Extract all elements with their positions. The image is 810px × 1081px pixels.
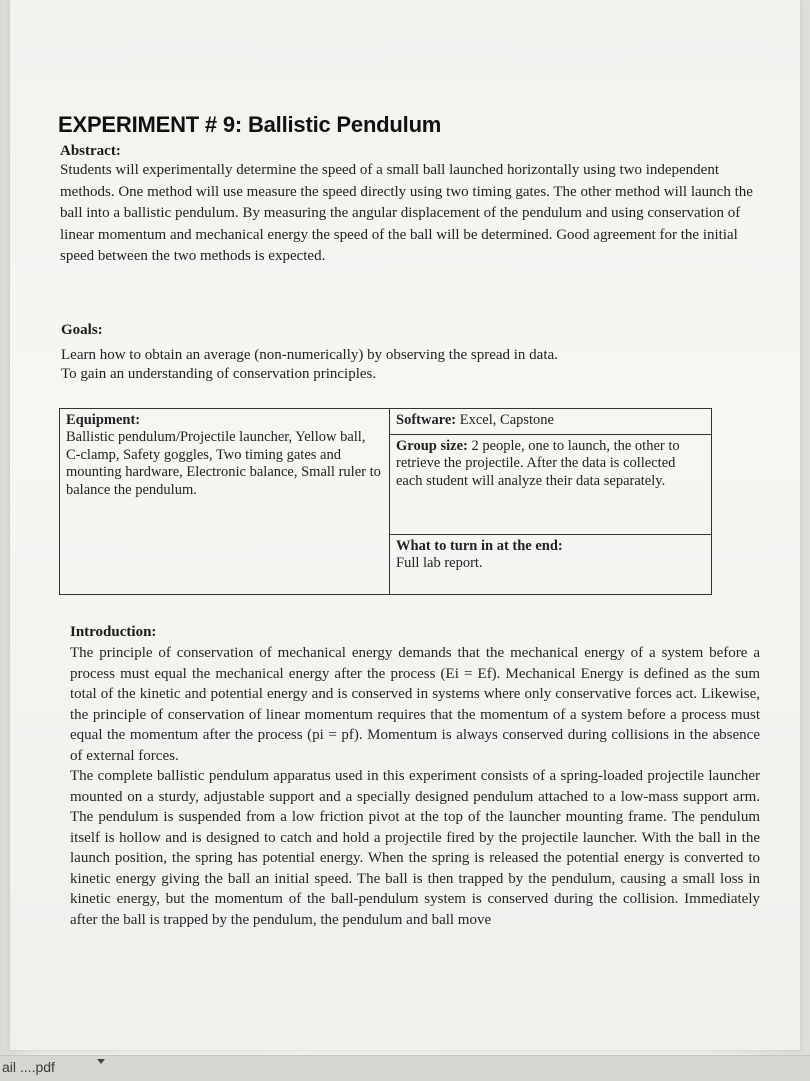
- pdf-page: [10, 0, 800, 1050]
- download-bar: [0, 1055, 810, 1081]
- download-file-label[interactable]: ail ....pdf: [2, 1059, 55, 1075]
- equipment-text: Ballistic pendulum/Projectile launcher, Yellow ball, C-clamp, Safety goggles, Two timing gates and mounting hardware, Electronic balance, Small ruler to balance the pendulum.: [66, 429, 381, 498]
- group-size-heading: Group size:: [396, 438, 468, 454]
- abstract-text: Students will experimentally determine the speed of a small ball launched horizontally using two independent methods. One method will use measure the speed directly using two timing gates. The other method will launch the ball into a ballistic pendulum. By measuring the angular displacement of the pendulum and using conservation of linear momentum and mechanical energy the speed of the ball will be determined. Good agreement for the initial speed between the two methods is expected.: [60, 162, 753, 265]
- page-title: EXPERIMENT # 9: Ballistic Pendulum: [58, 112, 442, 137]
- goal-item: To gain an understanding of conservation principles.: [61, 366, 377, 382]
- software-text: Excel, Capstone: [459, 412, 554, 428]
- abstract-heading: Abstract:: [60, 143, 121, 159]
- equipment-cell: [60, 409, 390, 594]
- intro-paragraph: The principle of conservation of mechanical energy demands that the mechanical energy of a system before a process must equal the mechanical energy after the process (Ei = Ef). Mechanical Energy is defined as the sum total of the kinetic and potential energy and is conserved in systems where only conservative forces act. Likewise, the principle of conservation of linear momentum requires that the momentum of a system before a process must equal the momentum after the process (pi = pf). Momentum is always conserved during collisions in the absence of external forces.: [70, 645, 760, 764]
- introduction-text: [70, 643, 760, 930]
- equipment-table: [59, 408, 712, 595]
- group-size-text: 2 people, one to launch, the other to retrieve the projectile. After the data is collected each student will analyze their data separately.: [396, 438, 680, 489]
- intro-paragraph: The complete ballistic pendulum apparatus used in this experiment consists of a spring-loaded projectile launcher mounted on a sturdy, adjustable support and a specially designed pendulum attached to a low-mass support arm. The pendulum is suspended from a low friction pivot at the top of the launcher mounting frame. The pendulum itself is hollow and is designed to catch and hold a projectile fired by the projectile launcher. With the ball in the launch position, the spring has potential energy. When the spring is released the potential energy is converted to kinetic energy giving the ball an initial speed. The ball is then trapped by the pendulum, causing a small loss in kinetic energy, but the momentum of the ball-pendulum system is conserved during the collision. Immediately after the ball is trapped by the pendulum, the pendulum and ball move: [70, 768, 760, 928]
- goal-item: Learn how to obtain an average (non-numerically) by observing the spread in data.: [61, 347, 558, 363]
- goals-list: [61, 346, 701, 384]
- equipment-heading: Equipment:: [66, 412, 141, 428]
- introduction-heading: Introduction:: [70, 624, 157, 640]
- chevron-down-icon[interactable]: [97, 1059, 105, 1064]
- software-cell: [390, 409, 711, 435]
- turn-in-text: Full lab report.: [396, 555, 483, 572]
- turn-in-cell: [390, 535, 711, 594]
- turn-in-heading: What to turn in at the end:: [396, 538, 563, 554]
- software-heading: Software:: [396, 412, 457, 428]
- group-size-cell: [390, 435, 711, 535]
- goals-heading: Goals:: [61, 322, 103, 338]
